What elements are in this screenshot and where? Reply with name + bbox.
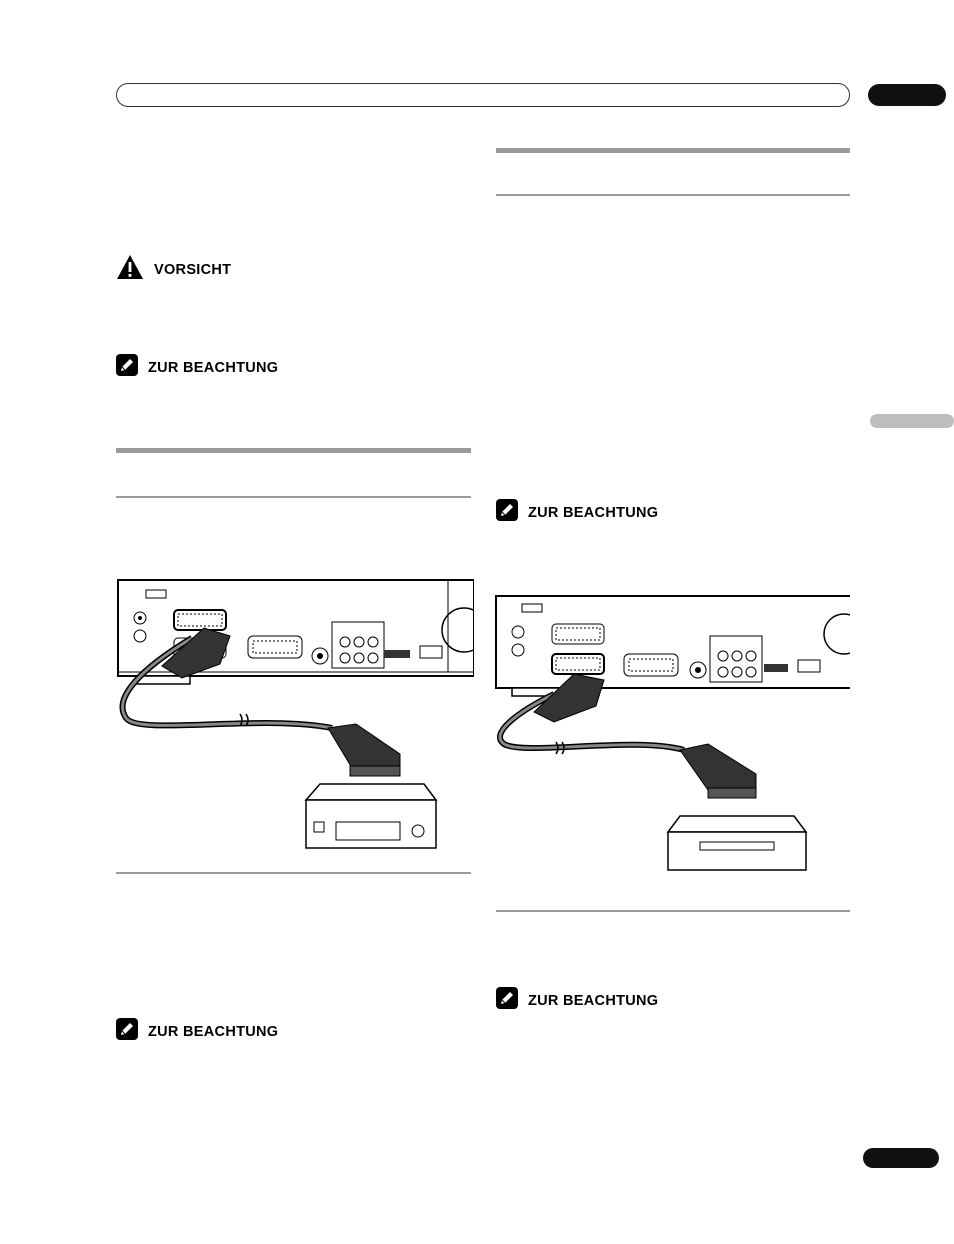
caution-heading — [116, 254, 231, 285]
subsection-rule — [116, 496, 471, 498]
section-rule — [116, 448, 471, 453]
note-label: ZUR BEACHTUNG — [528, 992, 659, 1009]
page-number-tab — [863, 1148, 939, 1168]
language-side-tab — [870, 414, 954, 428]
pencil-note-icon — [116, 1018, 138, 1045]
warning-triangle-icon — [116, 254, 144, 285]
connection-diagram-right — [494, 594, 850, 876]
subsection-rule — [116, 872, 471, 874]
chapter-tab — [868, 84, 946, 106]
caution-label: VORSICHT — [154, 261, 232, 278]
header-bar — [116, 83, 850, 107]
note-heading-2 — [116, 1018, 278, 1045]
subsection-rule — [496, 910, 850, 912]
pencil-note-icon — [116, 354, 138, 381]
connection-diagram-left — [112, 578, 474, 852]
external-device — [668, 816, 806, 870]
pencil-note-icon — [496, 499, 518, 526]
note-heading-1 — [116, 354, 278, 381]
rear-panel — [496, 596, 850, 696]
note-heading-4 — [496, 987, 658, 1014]
pencil-note-icon — [496, 987, 518, 1014]
note-label: ZUR BEACHTUNG — [148, 1023, 279, 1040]
section-rule — [496, 148, 850, 153]
note-label: ZUR BEACHTUNG — [148, 359, 279, 376]
note-label: ZUR BEACHTUNG — [528, 504, 659, 521]
external-device — [306, 784, 436, 848]
subsection-rule — [496, 194, 850, 196]
note-heading-3 — [496, 499, 658, 526]
